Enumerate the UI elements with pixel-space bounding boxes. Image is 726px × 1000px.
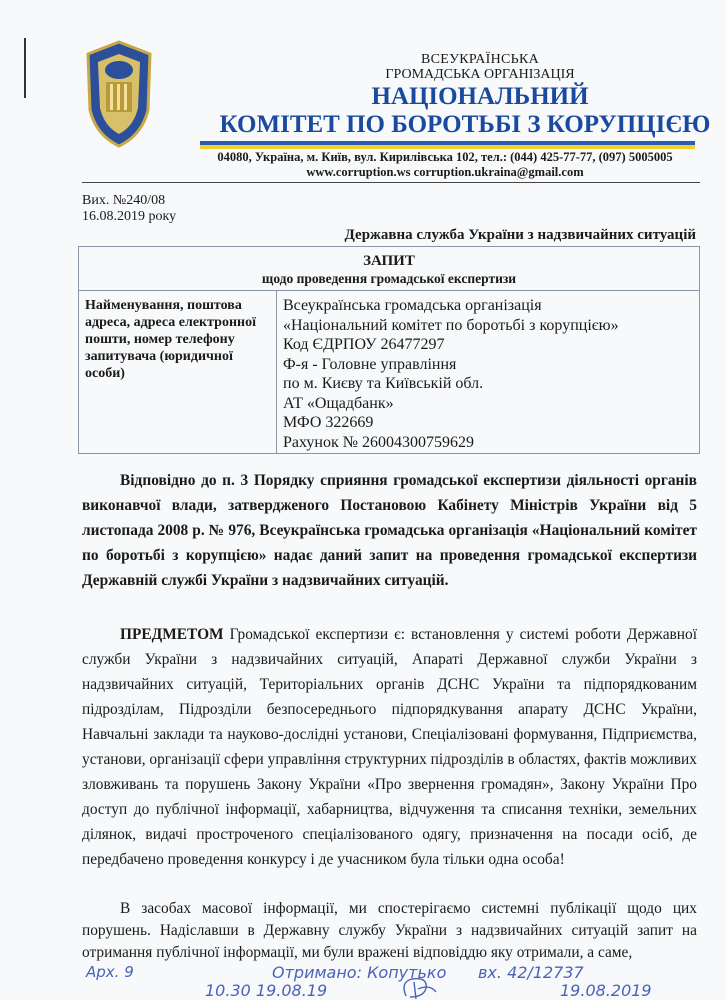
- outgoing-ref: [82, 193, 176, 225]
- paragraph-media: В засобах масової інформації, ми спостерігаємо системні публікації щодо цих порушень. Надіславши в Державну службу України з надзвичайних ситуацій запит на отримання публічної інформації, ми були вражені відповіддю яку отримали, а саме,: [82, 900, 697, 961]
- outgoing-date: 16.08.2019 року: [82, 209, 177, 224]
- letterhead-address: 04080, Україна, м. Київ, вул. Кирилівська 102, тел.: (044) 425-77-77, (097) 5005005: [217, 150, 673, 164]
- divider: [82, 182, 700, 183]
- table-divider: [276, 290, 277, 453]
- letterhead-line-4: КОМІТЕТ ПО БОРОТЬБІ З КОРУПЦІЄЮ: [219, 111, 711, 138]
- handwritten-incoming-number: вх. 42/12737: [478, 963, 584, 982]
- requester-line: «Національний комітет по боротьбі з корупцією»: [283, 316, 619, 334]
- outgoing-number: Вих. №240/08: [82, 193, 166, 208]
- handwritten-archive: Арх. 9: [86, 963, 134, 981]
- flag-stripe: [200, 141, 695, 149]
- requester-line: Всеукраїнська громадська організація: [283, 297, 542, 314]
- paragraph-basis: Відповідно до п. 3 Порядку сприяння громадської експертизи діяльності органів виконавчої влади, затвердженого Постановою Кабінету Міністрів України від 5 листопада 2008 р. № 976, Всеукраїнська громадська організація «Національний комітет по боротьбі з корупцією» надає даний запит на проведення громадської експертизи Державній службі України з надзвичайних ситуацій.: [82, 472, 697, 589]
- subject-text: Громадської експертизи є: встановлення у системі роботи Державної служби України з надзвичайних ситуацій, Апараті Державної служби України з надзвичайних ситуацій, Територіальних органів ДСНС України та підпорядкованим підрозділам, Підрозділи безпосереднього підпорядкування апарату ДСНС України, Навчальні заклади та науково-дослідні установи, Спеціалізовані формування, Підприємства, установи, організації сфери управління структурних підрозділів в областях, фактів можливих зловживань та порушень Закону України «Про звернення громадян», Закону України Про доступ до публічної інформації, хабарництва, відчуження та списання техніки, земельних ділянок, видачі простроченого спеціалізованого одягу, призначення на посади осіб, де передбачено проведення конкурсу і де учасником була тільки одна особа!: [82, 626, 697, 868]
- letterhead-line-3: НАЦІОНАЛЬНИЙ: [371, 83, 589, 110]
- handwritten-time-date: 10.30 19.08.19: [205, 981, 328, 1000]
- letterhead-line-1: ВСЕУКРАЇНСЬКА: [420, 52, 540, 67]
- request-table: [78, 246, 700, 454]
- handwritten-date: 19.08.2019: [560, 981, 652, 1000]
- margin-mark: [24, 38, 26, 98]
- paragraph-subject: [82, 622, 697, 872]
- handwritten-signature: [398, 976, 440, 1000]
- requester-details: [283, 296, 619, 452]
- requester-line: Код ЄДРПОУ 26477297: [283, 336, 445, 353]
- letterhead-line-2: ГРОМАДСЬКА ОРГАНІЗАЦІЯ: [385, 67, 575, 82]
- table-divider: [79, 290, 699, 291]
- requester-label: Найменування, поштова адреса, адреса електронної пошти, номер телефону запитувача (юридичної особи): [85, 298, 256, 381]
- addressee: Державна служба України з надзвичайних ситуацій: [344, 227, 696, 243]
- requester-line: Рахунок № 26004300759629: [283, 433, 474, 451]
- requester-line: АТ «Ощадбанк»: [283, 394, 394, 412]
- requester-line: по м. Києву та Київській обл.: [283, 375, 484, 392]
- requester-line: МФО 322669: [283, 414, 374, 431]
- letterhead-web-email: www.corruption.ws corruption.ukraina@gmail.com: [306, 165, 584, 179]
- organization-logo-emblem: [84, 40, 154, 148]
- requester-line: Ф-я - Головне управління: [283, 355, 457, 373]
- handwritten-received: Отримано: Копутько: [272, 963, 447, 982]
- subject-lead: ПРЕДМЕТОМ: [120, 626, 224, 643]
- request-title: ЗАПИТ: [363, 253, 415, 269]
- letterhead-contacts: [190, 150, 700, 180]
- request-subtitle: щодо проведення громадської експертизи: [261, 271, 517, 286]
